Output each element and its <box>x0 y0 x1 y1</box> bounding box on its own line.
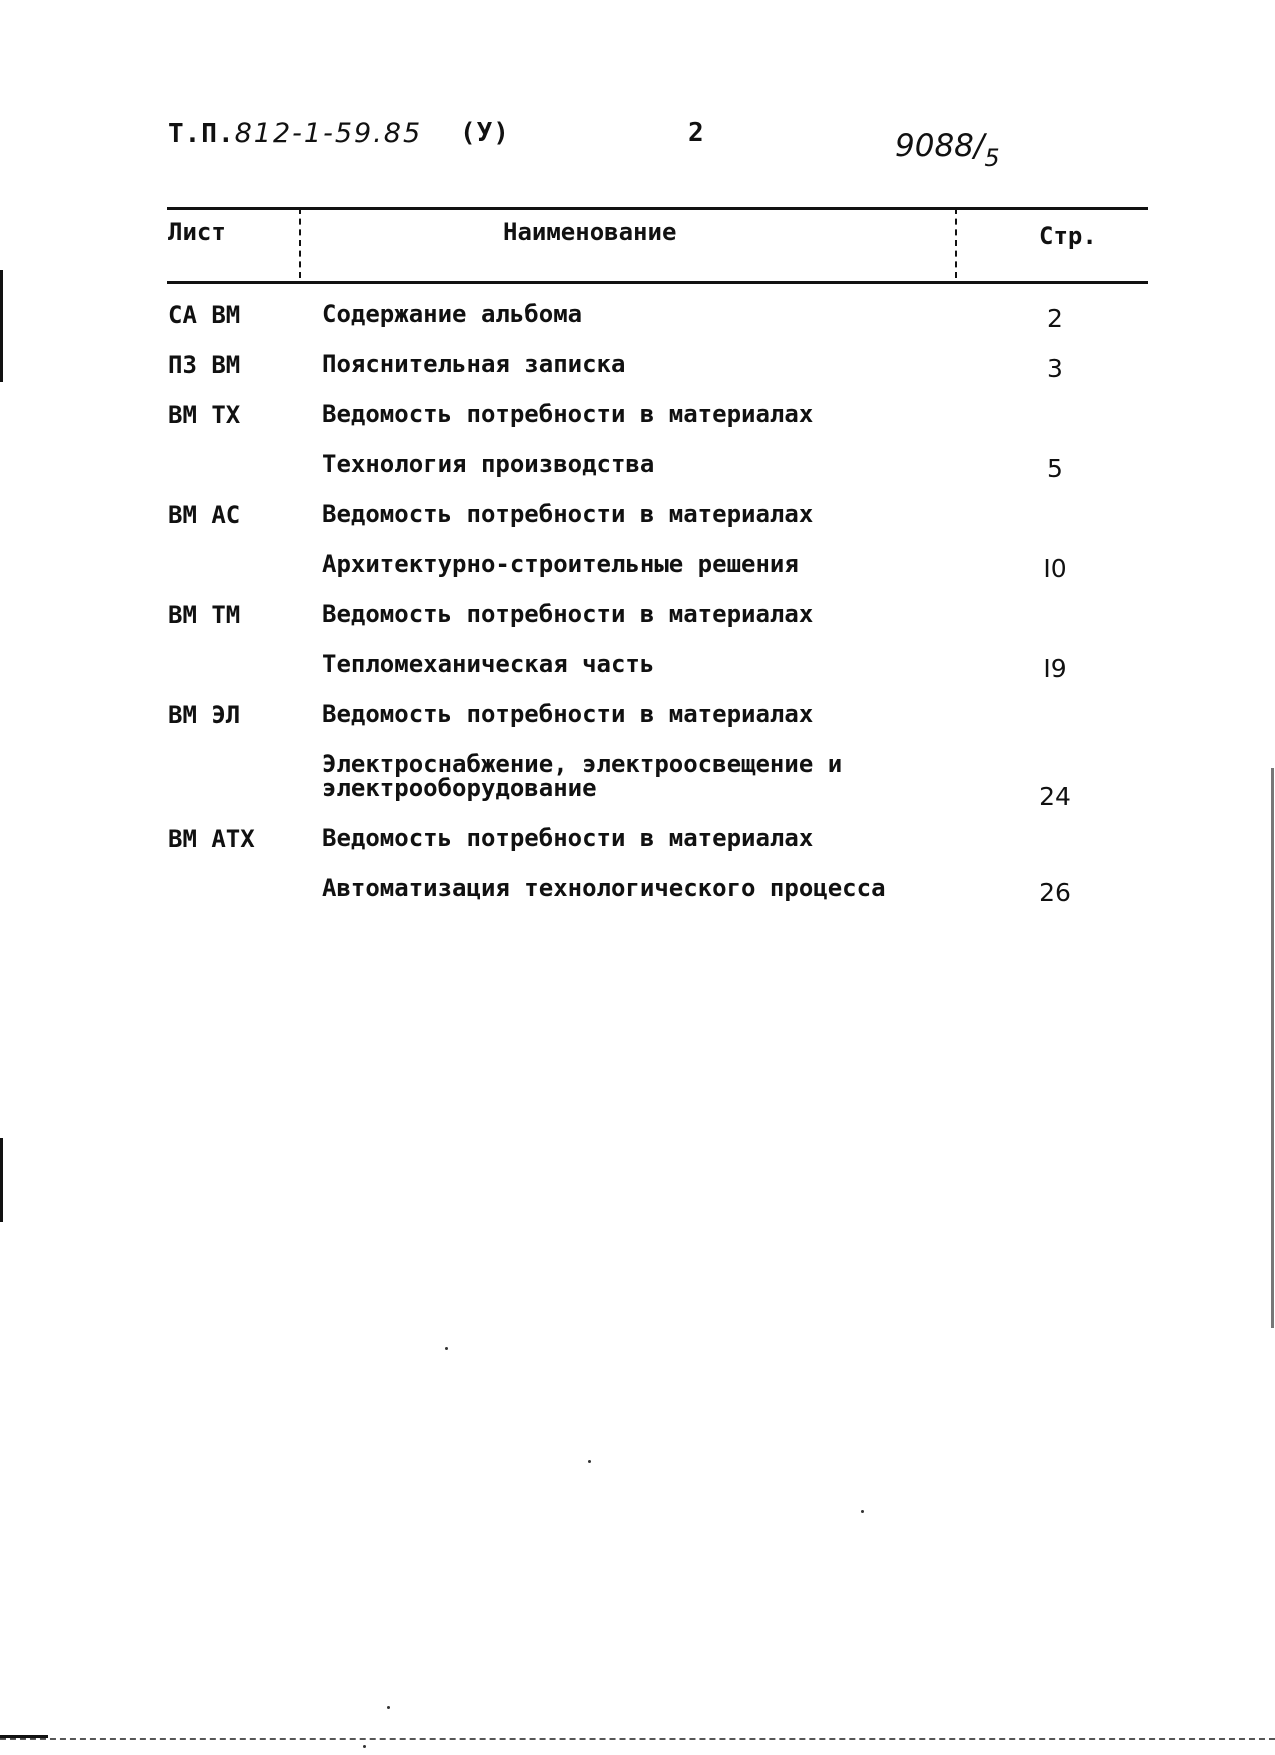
column-header-page: Стр. <box>1039 222 1097 250</box>
table-row <box>0 746 1275 820</box>
scan-speck <box>387 1706 390 1709</box>
project-code-prefix: Т.П. <box>168 119 235 149</box>
row-page: 5 <box>1047 454 1063 483</box>
row-name: Архитектурно-строительные решения <box>322 550 799 578</box>
inventory-number: $9088/_5$ <box>895 128 1000 172</box>
table-row <box>0 870 1275 920</box>
row-page: 2 <box>1047 304 1063 333</box>
column-header-sheet: Лист <box>168 218 226 246</box>
table-row <box>0 696 1275 746</box>
row-sheet: ВМ ТХ <box>168 401 241 429</box>
scan-edge-mark <box>0 1138 3 1222</box>
table-top-rule <box>167 207 1148 210</box>
row-name: Ведомость потребности в материалах <box>322 500 814 528</box>
row-page: I0 <box>1043 554 1067 583</box>
row-name: Содержание альбома <box>322 300 583 328</box>
scan-speck <box>445 1347 448 1350</box>
row-sheet: ВМ ЭЛ <box>168 701 241 729</box>
table-row <box>0 496 1275 546</box>
column-divider-1 <box>299 208 301 278</box>
row-page: 26 <box>1039 878 1071 907</box>
table-row <box>0 596 1275 646</box>
page-number: 2 <box>688 118 705 148</box>
row-sheet: СА ВМ <box>168 301 241 329</box>
row-name: Ведомость потребности в материалах <box>322 600 814 628</box>
row-sheet: ВМ ТМ <box>168 601 241 629</box>
inventory-number-fraction: 5 <box>984 144 1000 172</box>
row-name: Пояснительная записка <box>322 350 626 378</box>
row-name: Технология производства <box>322 450 655 478</box>
row-page: I9 <box>1043 654 1067 683</box>
scan-speck <box>588 1460 591 1463</box>
row-name: Ведомость потребности в материалах <box>322 400 814 428</box>
table-body <box>0 296 1275 920</box>
project-code-handwritten: 812-1-59.85 <box>234 118 423 149</box>
row-name: Ведомость потребности в материалах <box>322 700 814 728</box>
table-row <box>0 646 1275 696</box>
scan-edge-mark <box>0 270 3 382</box>
scan-speck <box>861 1510 864 1513</box>
row-page: 3 <box>1047 354 1063 383</box>
table-header-rule <box>167 281 1148 284</box>
table-row <box>0 296 1275 346</box>
scan-edge-mark <box>1271 768 1274 1328</box>
table-row <box>0 396 1275 446</box>
column-divider-2 <box>955 208 957 278</box>
row-name: Автоматизация технологического процесса <box>322 874 886 902</box>
row-sheet: ВМ АТХ <box>168 825 255 853</box>
row-sheet: ПЗ ВМ <box>168 351 241 379</box>
row-page: 24 <box>1039 782 1071 811</box>
scan-speck <box>363 1745 366 1748</box>
column-header-name: Наименование <box>503 218 677 246</box>
row-name: Электроснабжение, электроосвещение и электрооборудование <box>322 750 843 802</box>
project-mark: (У) <box>460 118 510 148</box>
row-name: Ведомость потребности в материалах <box>322 824 814 852</box>
table-row <box>0 546 1275 596</box>
table-row <box>0 820 1275 870</box>
row-name: Тепломеханическая часть <box>322 650 655 678</box>
scan-bottom-line <box>0 1738 1275 1740</box>
table-row <box>0 446 1275 496</box>
project-code <box>168 118 422 149</box>
inventory-number-main: 9088 <box>895 128 974 164</box>
table-row <box>0 346 1275 396</box>
row-sheet: ВМ АС <box>168 501 241 529</box>
